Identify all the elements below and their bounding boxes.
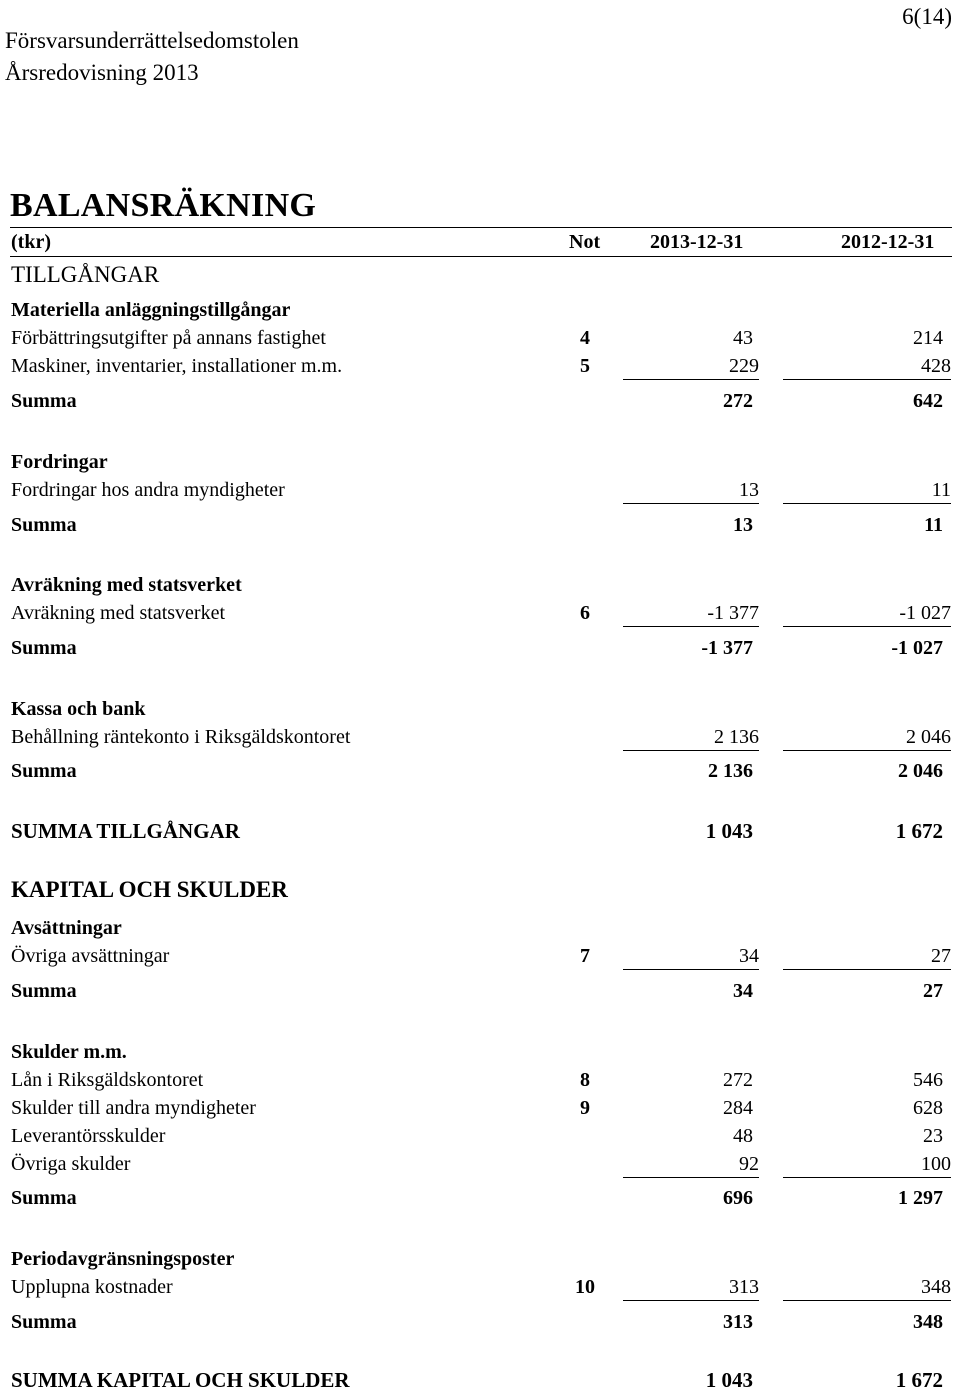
row-previous: 27 — [783, 945, 951, 970]
section-heading: Avsättningar — [11, 917, 122, 939]
sum-label: Summa — [11, 390, 77, 412]
sum-current: 2 136 — [708, 760, 753, 782]
row-label: Övriga avsättningar — [11, 945, 170, 967]
row-previous: 628 — [913, 1097, 943, 1119]
row-previous: 2 046 — [783, 726, 951, 751]
row-note: 7 — [580, 945, 590, 967]
row-label: Skulder till andra myndigheter — [11, 1097, 256, 1119]
section-heading: Materiella anläggningstillgångar — [11, 299, 291, 321]
note-header: Not — [569, 231, 601, 253]
sum-label: Summa — [11, 514, 77, 536]
table-row — [0, 726, 960, 754]
row-current: 48 — [733, 1125, 753, 1147]
row-previous: 348 — [783, 1276, 951, 1301]
row-label: Upplupna kostnader — [11, 1276, 173, 1298]
table-row — [0, 355, 960, 383]
sum-previous: 27 — [923, 980, 943, 1002]
sum-label: Summa — [11, 637, 77, 659]
row-note: 9 — [580, 1097, 590, 1119]
total-assets-previous: 1 672 — [895, 819, 943, 843]
total-equity-liabilities-row — [0, 1368, 960, 1396]
table-row — [0, 1276, 960, 1304]
table-row — [0, 327, 960, 355]
report-name: Årsredovisning 2013 — [5, 60, 199, 85]
table-row — [0, 479, 960, 507]
sum-previous: 11 — [924, 514, 943, 536]
row-label: Maskiner, inventarier, installationer m.m. — [11, 355, 343, 377]
row-previous: 546 — [913, 1069, 943, 1091]
sum-label: Summa — [11, 760, 77, 782]
row-current: -1 377 — [623, 602, 759, 627]
sum-row — [0, 637, 960, 665]
row-current: 284 — [723, 1097, 753, 1119]
sum-label: Summa — [11, 1311, 77, 1333]
sum-previous: 1 297 — [898, 1187, 943, 1209]
row-current: 2 136 — [623, 726, 759, 751]
row-label: Övriga skulder — [11, 1153, 131, 1175]
page-title: BALANSRÄKNING — [10, 187, 317, 224]
row-previous: -1 027 — [783, 602, 951, 627]
total-equity-liabilities-label: SUMMA KAPITAL OCH SKULDER — [11, 1368, 350, 1392]
sum-current: 34 — [733, 980, 753, 1002]
row-note: 4 — [580, 327, 590, 349]
row-label: Förbättringsutgifter på annans fastighet — [11, 327, 326, 349]
total-equity-liabilities-previous: 1 672 — [895, 1368, 943, 1392]
row-note: 6 — [580, 602, 590, 624]
total-assets-label: SUMMA TILLGÅNGAR — [11, 819, 240, 843]
sum-current: 313 — [723, 1311, 753, 1333]
previous-year-header: 2012-12-31 — [841, 231, 935, 253]
row-label: Fordringar hos andra myndigheter — [11, 479, 285, 501]
sum-row — [0, 390, 960, 418]
row-previous: 428 — [783, 355, 951, 380]
sum-previous: 642 — [913, 390, 943, 412]
row-current: 13 — [623, 479, 759, 504]
row-note: 5 — [580, 355, 590, 377]
sum-previous: -1 027 — [891, 637, 943, 659]
sum-current: 13 — [733, 514, 753, 536]
row-current: 313 — [623, 1276, 759, 1301]
sum-row — [0, 1187, 960, 1215]
row-previous: 23 — [923, 1125, 943, 1147]
row-current: 92 — [623, 1153, 759, 1178]
column-header-row — [10, 227, 952, 257]
section-heading: Kassa och bank — [11, 698, 146, 720]
row-current: 43 — [733, 327, 753, 349]
table-row — [0, 1097, 960, 1125]
row-label: Avräkning med statsverket — [11, 602, 226, 624]
tillgangar-heading: TILLGÅNGAR — [11, 262, 160, 287]
sum-label: Summa — [11, 980, 77, 1002]
sum-row — [0, 1311, 960, 1339]
row-current: 272 — [723, 1069, 753, 1091]
section-heading: Periodavgränsningsposter — [11, 1248, 235, 1270]
sum-row — [0, 760, 960, 788]
section-heading: Avräkning med statsverket — [11, 574, 242, 596]
row-previous: 11 — [783, 479, 951, 504]
row-note: 10 — [575, 1276, 595, 1298]
table-row — [0, 1069, 960, 1097]
kapital-heading: KAPITAL OCH SKULDER — [11, 877, 288, 902]
sum-current: -1 377 — [701, 637, 753, 659]
row-current: 34 — [623, 945, 759, 970]
sum-previous: 2 046 — [898, 760, 943, 782]
total-equity-liabilities-current: 1 043 — [705, 1368, 753, 1392]
unit-header: (tkr) — [11, 231, 51, 253]
sum-current: 696 — [723, 1187, 753, 1209]
section-heading: Skulder m.m. — [11, 1041, 127, 1063]
sum-row — [0, 980, 960, 1008]
table-row — [0, 945, 960, 973]
row-previous: 214 — [913, 327, 943, 349]
sum-row — [0, 514, 960, 542]
current-year-header: 2013-12-31 — [650, 231, 744, 253]
row-label: Lån i Riksgäldskontoret — [11, 1069, 204, 1091]
total-assets-row — [0, 819, 960, 847]
row-note: 8 — [580, 1069, 590, 1091]
row-label: Behållning räntekonto i Riksgäldskontoret — [11, 726, 351, 748]
row-current: 229 — [623, 355, 759, 380]
table-row — [0, 1153, 960, 1181]
row-label: Leverantörsskulder — [11, 1125, 166, 1147]
section-heading: Fordringar — [11, 451, 108, 473]
sum-current: 272 — [723, 390, 753, 412]
organization-name: Försvarsunderrättelsedomstolen — [5, 28, 299, 53]
row-previous: 100 — [783, 1153, 951, 1178]
total-assets-current: 1 043 — [705, 819, 753, 843]
sum-label: Summa — [11, 1187, 77, 1209]
table-row — [0, 1125, 960, 1153]
sum-previous: 348 — [913, 1311, 943, 1333]
page-number: 6(14) — [902, 4, 952, 29]
table-row — [0, 602, 960, 630]
